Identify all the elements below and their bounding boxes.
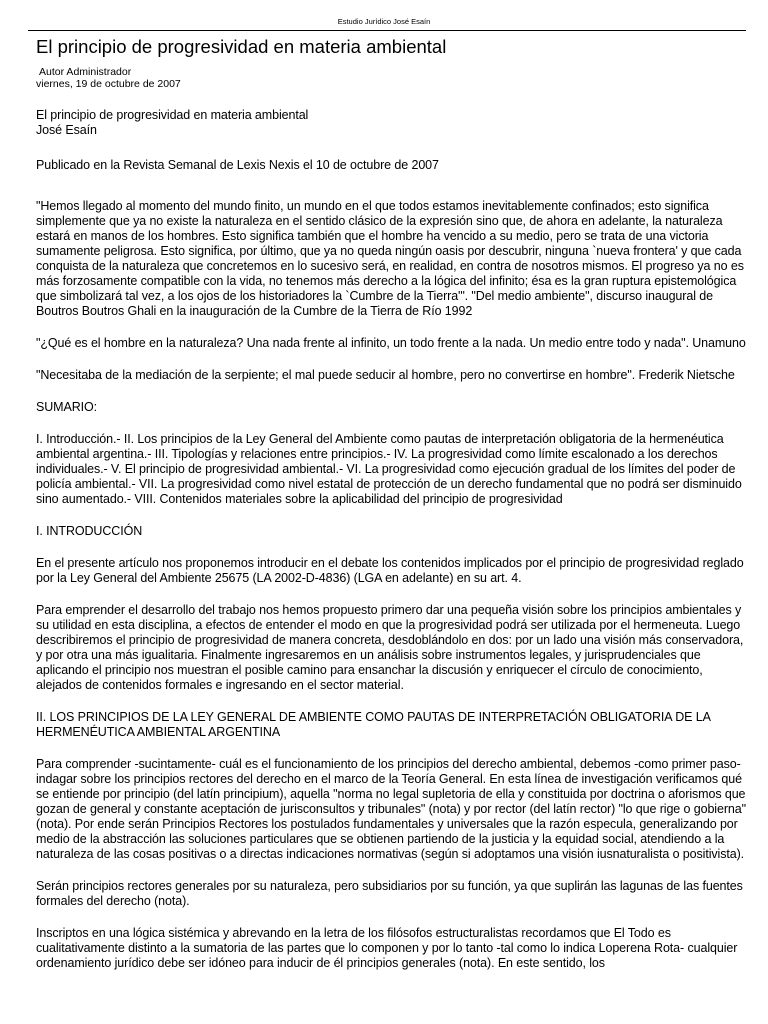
paragraph: En el presente artículo nos proponemos introducir en el debate los contenidos implicados por el principio de progresividad reglado por la Ley General del Ambiente 25675 (LA 2002-D-4836) (LGA en adelante) en su art. 4. [36,556,744,585]
section-heading: I. INTRODUCCIÓN [36,524,143,538]
header-divider [28,30,746,31]
publication-note: Publicado en la Revista Semanal de Lexis Nexis el 10 de octubre de 2007 [36,158,439,172]
sumario-text: I. Introducción.- II. Los principios de la Ley General del Ambiente como pautas de interpretación obligatoria de la hermenéutica ambiental argentina.- III. Tipologías y relaciones entre principios.- IV. La progresividad como límite escalonado a los derechos individuales.- V. El principio de progresividad ambiental.- VI. La progresividad como ejecución gradual de los límites del poder de policía ambiental.- VII. La progresividad como nivel estatal de protección de un derecho fundamental que no podrá ser disminuido sino aumentado.- VIII. Contenidos materiales sobre la aplicabilidad del principio de progresividad [36,432,742,506]
paragraph: Para emprender el desarrollo del trabajo nos hemos propuesto primero dar una pequeña visión sobre los principios ambientales y su utilidad en esta disciplina, a efectos de entender el modo en que la progresividad podrá ser utilizada por el hermeneuta. Luego describiremos el principio de progresividad de manera concreta, desdoblándolo en dos: por un lado una visión más conservadora, y por otra una más igualitaria. Finalmente ingresaremos en un análisis sobre instrumentos legales, y jurisprudenciales que aplicando el principio nos muestran el posible camino para ensanchar la discusión y enriquecer el círculo de conocimiento, alejados de contenidos formales e ingresando en el sector material. [36,603,744,692]
article-title: El principio de progresividad en materia ambiental [36,36,447,57]
article-date: viernes, 19 de octubre de 2007 [36,78,181,90]
paragraph: Inscriptos en una lógica sistémica y abrevando en la letra de los filósofos estructuralistas recordamos que El Todo es cualitativamente distinto a la sumatoria de las partes que lo componen y por lo tanto -tal como lo indica Loperena Rota- cualquier ordenamiento jurídico debe ser idóneo para inducir de él principios generales (nota). En este sentido, los [36,926,738,970]
epigraph-quote: "Hemos llegado al momento del mundo finito, un mundo en el que todos estamos inevitablemente confinados; esto significa simplemente que ya no existe la naturaleza en el sentido clásico de la expresión sino que, de ahora en adelante, la naturaleza estará en manos de los hombres. Esto significa también que el hombre ha vencido a su medio, pero se trata de una victoria sumamente peligrosa. Esto significa, por último, que ya no queda ningún oasis por descubrir, ninguna `nueva frontera' y que cada conquista de la naturaleza que concretemos en lo sucesivo será, en realidad, en contra de nosotros mismos. El progreso ya no es más forzosamente compatible con la vida, no tenemos más derecho a la lógica del infinito; ésa es la gran ruptura epistemológica que simbolizará tal vez, a los ojos de los historiadores la `Cumbre de la Tierra'". "Del medio ambiente", discurso inaugural de Boutros Boutros Ghali en la inauguración de la Cumbre de la Tierra de Río 1992 [36,199,744,318]
body-title: El principio de progresividad en materia ambiental [36,108,309,122]
page-header: Estudio Jurídico José Esaín [337,17,431,26]
epigraph-quote: "¿Qué es el hombre en la naturaleza? Una nada frente al infinito, un todo frente a la nada. Un medio entre todo y nada". Unamuno [36,336,746,350]
article-author: Autor Administrador [39,66,132,78]
document-page [36,34,748,988]
section-heading: II. LOS PRINCIPIOS DE LA LEY GENERAL DE AMBIENTE COMO PAUTAS DE INTERPRETACIÓN OBLIGATORIA DE LA HERMENÉUTICA AMBIENTAL ARGENTINA [36,710,711,739]
epigraph-quote: "Necesitaba de la mediación de la serpiente; el mal puede seducir al hombre, pero no convertirse en hombre". Frederik Nietsche [36,368,735,382]
article-body [36,108,748,971]
article-meta [36,66,748,90]
paragraph: Serán principios rectores generales por su naturaleza, pero subsidiarios por su función, ya que suplirán las lagunas de las fuentes formales del derecho (nota). [36,879,743,908]
body-heading-block [36,108,748,138]
body-author: José Esaín [36,123,97,137]
sumario-heading: SUMARIO: [36,400,98,414]
paragraph: Para comprender -sucintamente- cuál es el funcionamiento de los principios del derecho ambiental, debemos -como primer paso- indagar sobre los principios rectores del derecho en el marco de la Teoría General. En esta línea de investigación verificamos qué se entiende por principio (del latín principium), aquella "norma no legal supletoria de ella y constituida por doctrina o aforismos que gozan de general y constante aceptación de jurisconsultos y tribunales" (nota) y por rector (del latín rector) "lo que rige o gobierna" (nota). Por ende serán Principios Rectores los postulados fundamentales y universales que la razón especula, generalizando por medio de la abstracción las soluciones particulares que se obtienen partiendo de la justicia y la equidad social, atendiendo a la naturaleza de las cosas positivas o a directas indicaciones normativas (según si adoptamos una visión iusnaturalista o positivista). [36,757,746,861]
